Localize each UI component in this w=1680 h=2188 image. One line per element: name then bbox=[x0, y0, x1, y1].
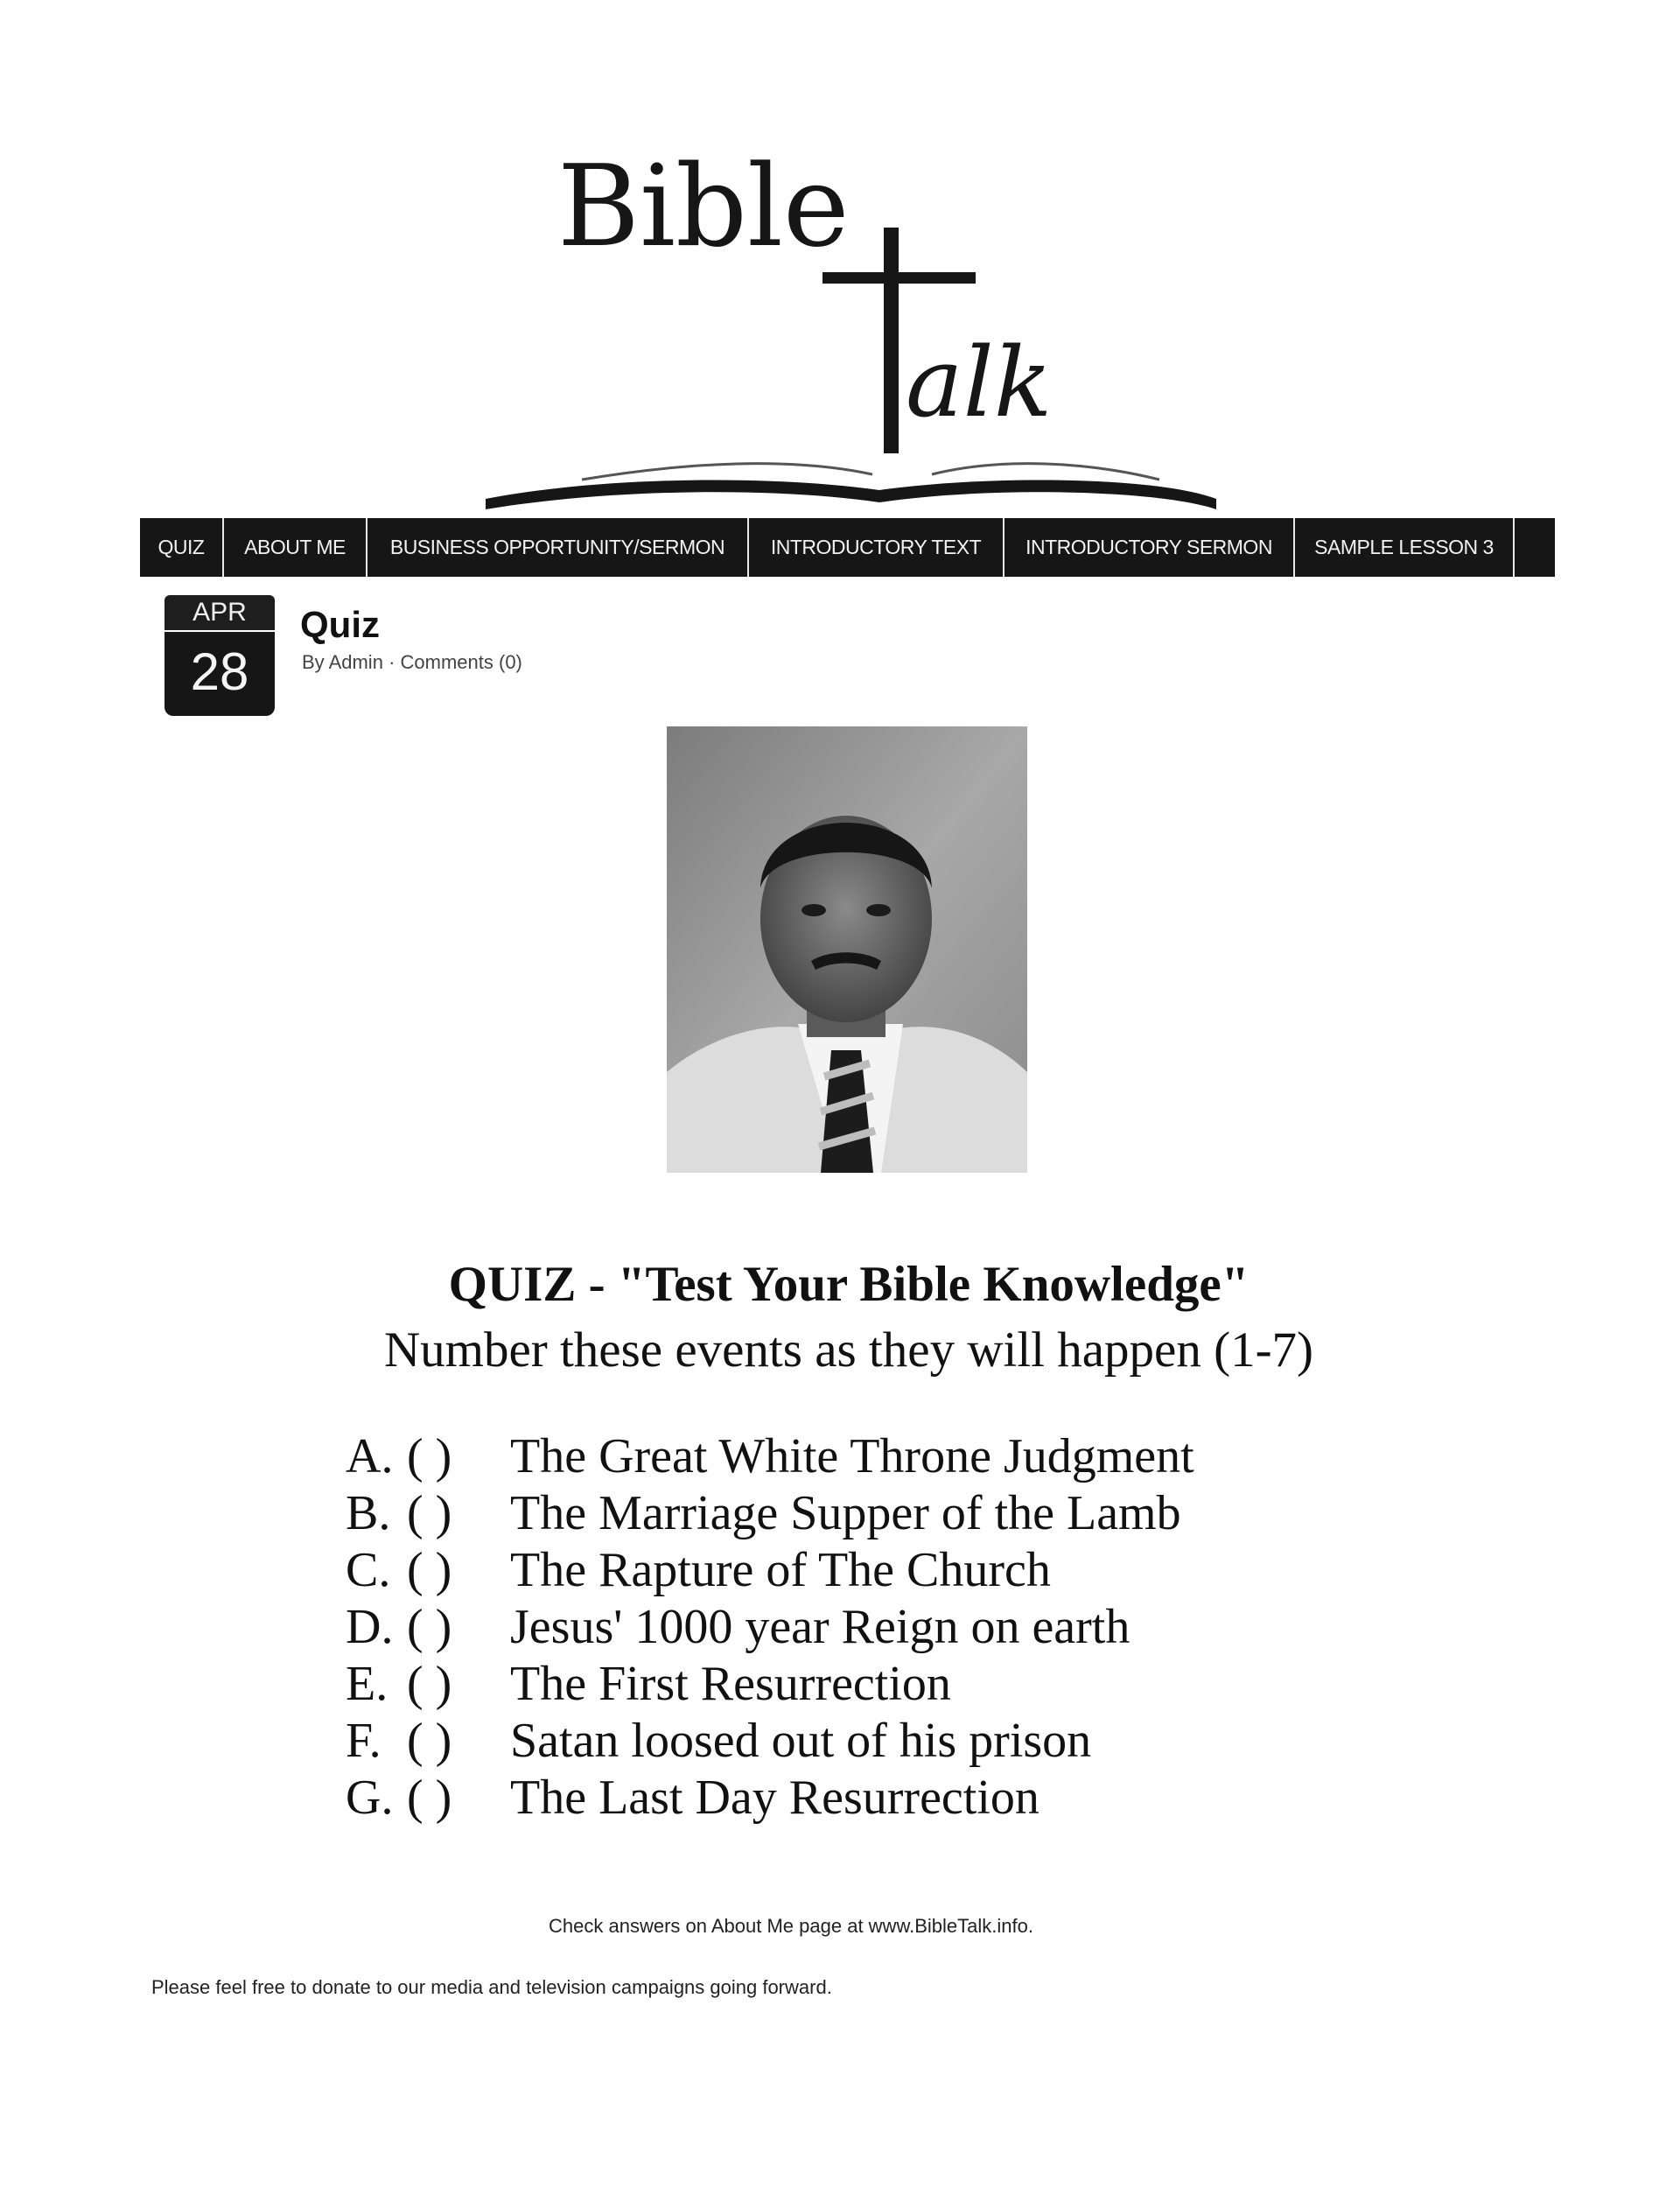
quiz-instructions: Number these events as they will happen (1-7) bbox=[383, 1322, 1314, 1378]
main-nav bbox=[140, 518, 1555, 577]
quiz-item-text: The Marriage Supper of the Lamb bbox=[510, 1486, 1181, 1540]
quiz-item-letter: E. bbox=[346, 1657, 388, 1711]
quiz-answer-blank[interactable]: ( ) bbox=[407, 1714, 452, 1768]
bibletalk-logo[interactable] bbox=[477, 131, 1229, 516]
quiz-answer-blank[interactable]: ( ) bbox=[407, 1600, 452, 1654]
quiz-item-letter: F. bbox=[346, 1714, 382, 1768]
logo-open-book bbox=[486, 480, 1216, 509]
quiz-item-letter: G. bbox=[346, 1771, 394, 1825]
quiz-item-letter: C. bbox=[346, 1543, 391, 1597]
post-comments-link[interactable]: Comments (0) bbox=[400, 651, 522, 673]
quiz-item bbox=[346, 1770, 1194, 1827]
post-date-month: APR bbox=[164, 595, 275, 630]
post-date-day: 28 bbox=[164, 632, 275, 716]
post-title[interactable]: Quiz bbox=[300, 604, 380, 645]
quiz-answer-blank[interactable]: ( ) bbox=[407, 1657, 452, 1711]
logo-word-alk: alk bbox=[906, 326, 1053, 438]
quiz-item-text: The Great White Throne Judgment bbox=[510, 1429, 1194, 1483]
quiz-item-text: The Rapture of The Church bbox=[510, 1543, 1051, 1597]
quiz-item bbox=[346, 1485, 1194, 1542]
post-meta bbox=[302, 651, 522, 674]
quiz-list bbox=[346, 1428, 1194, 1827]
nav-item-sample-lesson-3[interactable]: SAMPLE LESSON 3 bbox=[1295, 518, 1515, 577]
quiz-answer-blank[interactable]: ( ) bbox=[407, 1771, 452, 1825]
post-meta-separator: · bbox=[388, 651, 396, 673]
logo-word-bible: Bible bbox=[557, 142, 850, 272]
quiz-item bbox=[346, 1656, 1194, 1713]
nav-item-business-opportunity-sermon[interactable]: BUSINESS OPPORTUNITY/SERMON bbox=[368, 518, 749, 577]
quiz-item-text: Satan loosed out of his prison bbox=[510, 1714, 1092, 1768]
logo-cross-post bbox=[884, 228, 899, 453]
quiz-item-letter: B. bbox=[346, 1486, 391, 1540]
logo-book-pages bbox=[582, 464, 1159, 480]
quiz-answer-blank[interactable]: ( ) bbox=[407, 1486, 452, 1540]
post-author[interactable]: By Admin bbox=[302, 651, 383, 673]
nav-item-introductory-text[interactable]: INTRODUCTORY TEXT bbox=[749, 518, 1004, 577]
quiz-item bbox=[346, 1599, 1194, 1656]
nav-item-introductory-sermon[interactable]: INTRODUCTORY SERMON bbox=[1004, 518, 1295, 577]
quiz-item-letter: D. bbox=[346, 1600, 394, 1654]
nav-item-about-me[interactable]: ABOUT ME bbox=[224, 518, 368, 577]
post-date-badge bbox=[164, 595, 275, 716]
quiz-item-text: Jesus' 1000 year Reign on earth bbox=[510, 1600, 1130, 1654]
quiz-item-text: The Last Day Resurrection bbox=[510, 1771, 1040, 1825]
quiz-item bbox=[346, 1542, 1194, 1599]
donate-note: Please feel free to donate to our media and television campaigns going forward. bbox=[151, 1976, 832, 1998]
quiz-item bbox=[346, 1713, 1194, 1770]
logo-cross-beam bbox=[822, 272, 976, 284]
quiz-item-text: The First Resurrection bbox=[510, 1657, 951, 1711]
quiz-item-letter: A. bbox=[346, 1429, 394, 1483]
quiz-title: QUIZ - "Test Your Bible Knowledge" bbox=[448, 1257, 1250, 1312]
quiz-answer-blank[interactable]: ( ) bbox=[407, 1429, 452, 1483]
nav-item-quiz[interactable]: QUIZ bbox=[140, 518, 224, 577]
quiz-answer-blank[interactable]: ( ) bbox=[407, 1543, 452, 1597]
quiz-item bbox=[346, 1428, 1194, 1485]
check-answers-note: Check answers on About Me page at www.BibleTalk.info. bbox=[549, 1915, 1033, 1937]
author-portrait-photo bbox=[667, 726, 1027, 1173]
